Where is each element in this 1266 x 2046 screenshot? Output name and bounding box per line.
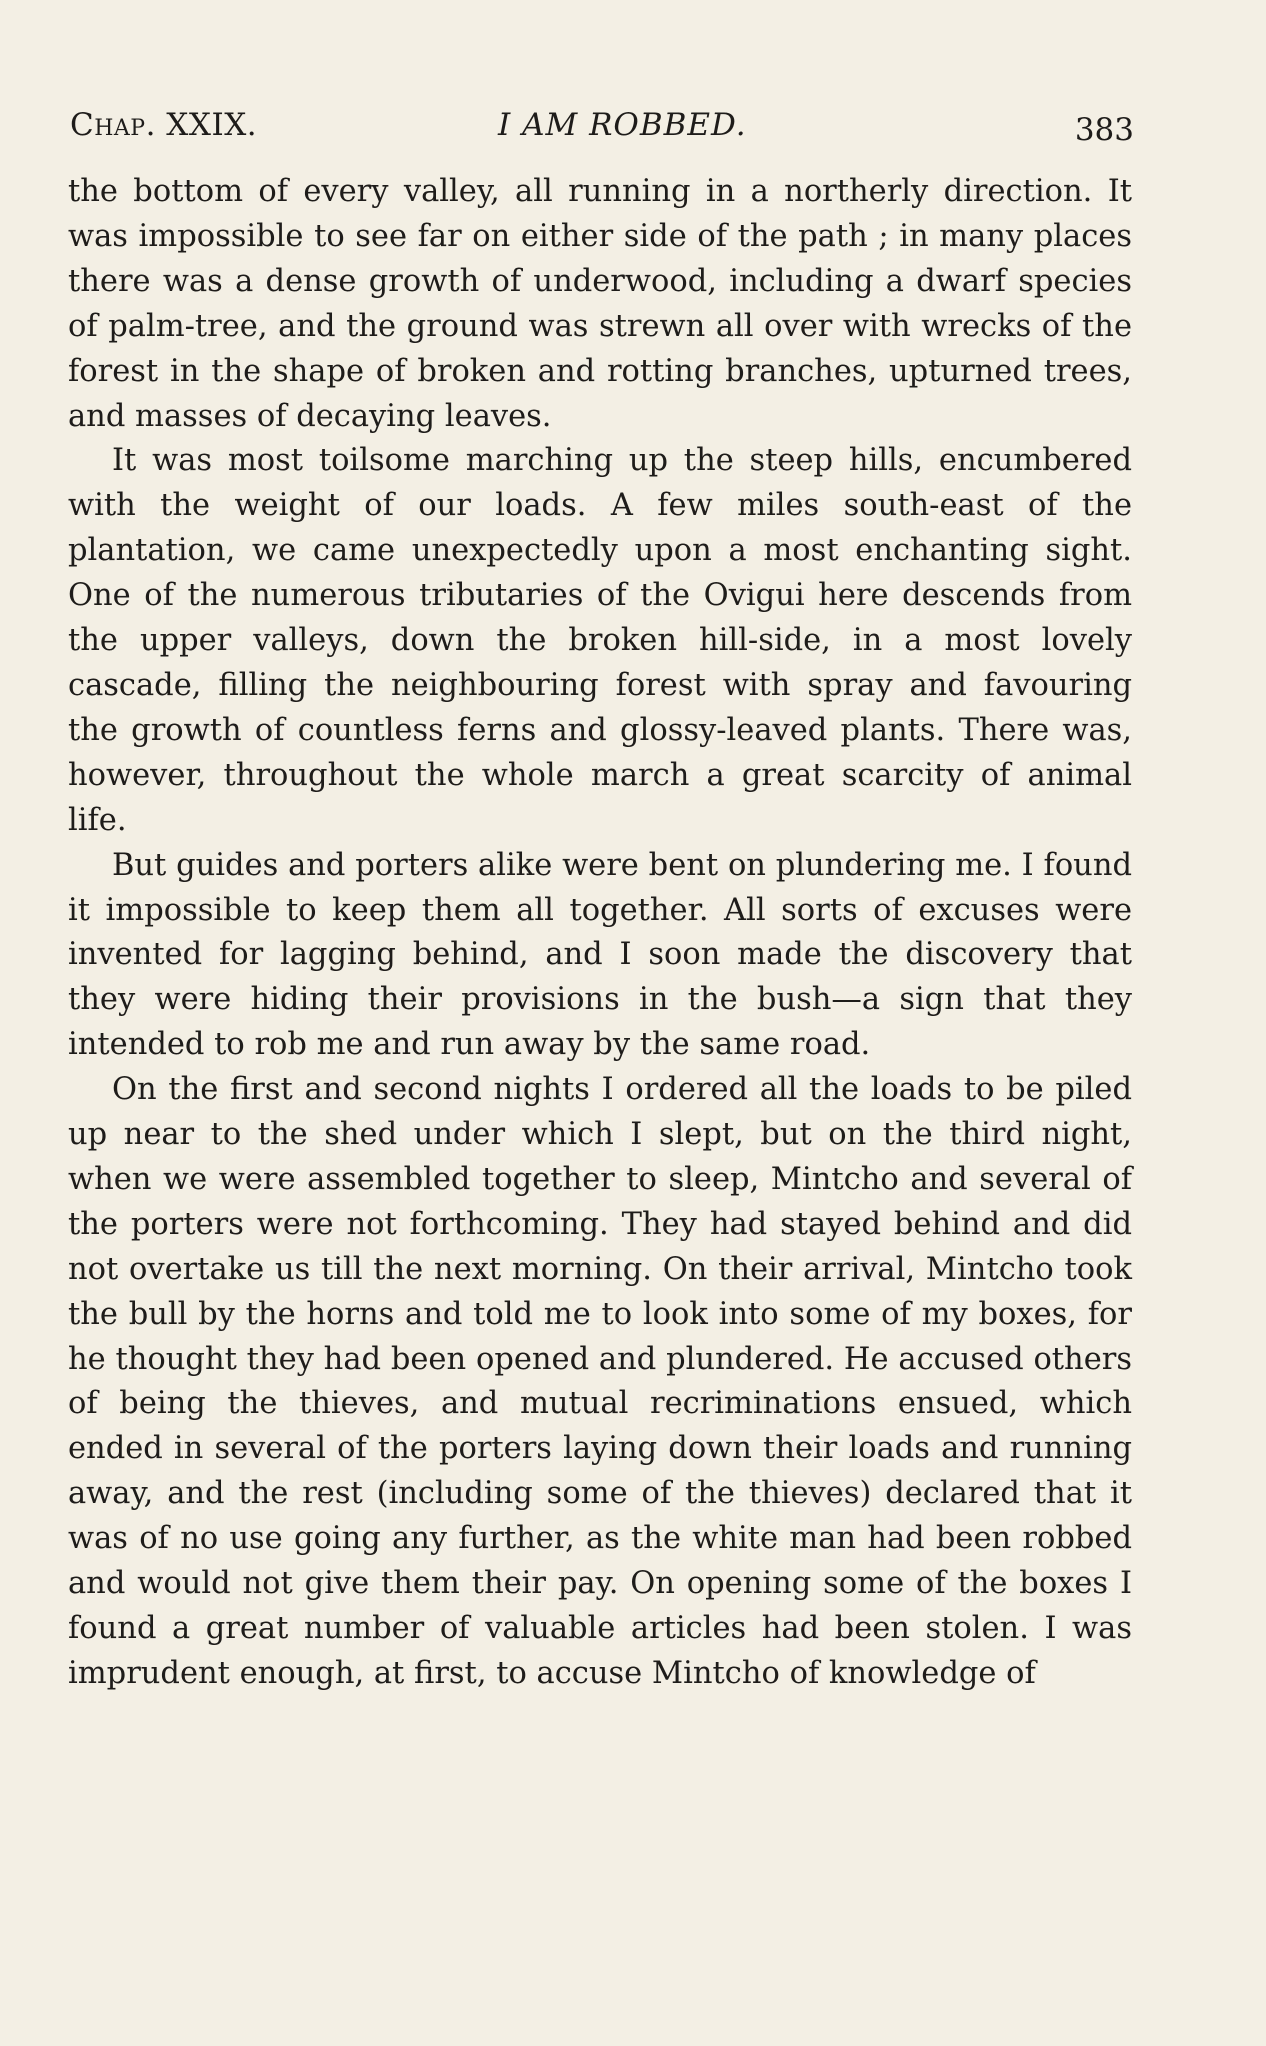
paragraph: On the first and second nights I ordered all the loads to be piled up near to the shed under which I slept, but on the third night, when we were assembled together to sleep, Mintcho and several of the porters were not forthcoming. They had stayed behind and did not overtake us till the next morning. On their arrival, Mintcho took the bull by the horns and told me to look into some of my boxes, for he thought they had been opened and plundered. He accused others of being the thieves, and mutual recriminations ensued, which ended in several of the porters laying down their loads and running away, and the rest (including some of the thieves) declared that it was of no use going any further, as the white man had been robbed and would not give them their pay. On opening some of the boxes I found a great number of valuable articles had been stolen. I was imprudent enough, at first, to accuse Mintcho of knowledge of (68, 1072, 1132, 1691)
paragraph: But guides and porters alike were bent on plundering me. I found it impossible to keep them all together. All sorts of excuses were invented for lagging behind, and I soon made the discovery that they were hiding their provisions in the bush—a sign that they intended to rob me and run away by the same road. (68, 847, 1132, 1063)
body-text (68, 170, 1132, 1697)
running-title: I AM ROBBED. (498, 107, 747, 143)
paragraph: the bottom of every valley, all running in a northerly direction. It was impossible to see far on either side of the path ; in many places there was a dense growth of underwood, including a dwarf species of palm-tree, and the ground was strewn all over with wrecks of the forest in the shape of broken and rotting branches, upturned trees, and masses of decaying leaves. (68, 174, 1132, 434)
book-page (68, 100, 1132, 1697)
running-head (68, 100, 1132, 150)
paragraph: It was most toilsome marching up the steep hills, encumbered with the weight of our loads. A few miles south-east of the plantation, we came unexpectedly upon a most enchanting sight. One of the numerous tributaries of the Ovigui here descends from the upper valleys, down the broken hill-side, in a most lovely cascade, filling the neighbouring forest with spray and favouring the growth of countless ferns and glossy-leaved plants. There was, however, throughout the whole march a great scarcity of animal life. (68, 443, 1132, 838)
chapter-label: Chap. XXIX. (70, 107, 258, 143)
page-number: 383 (1074, 112, 1134, 148)
